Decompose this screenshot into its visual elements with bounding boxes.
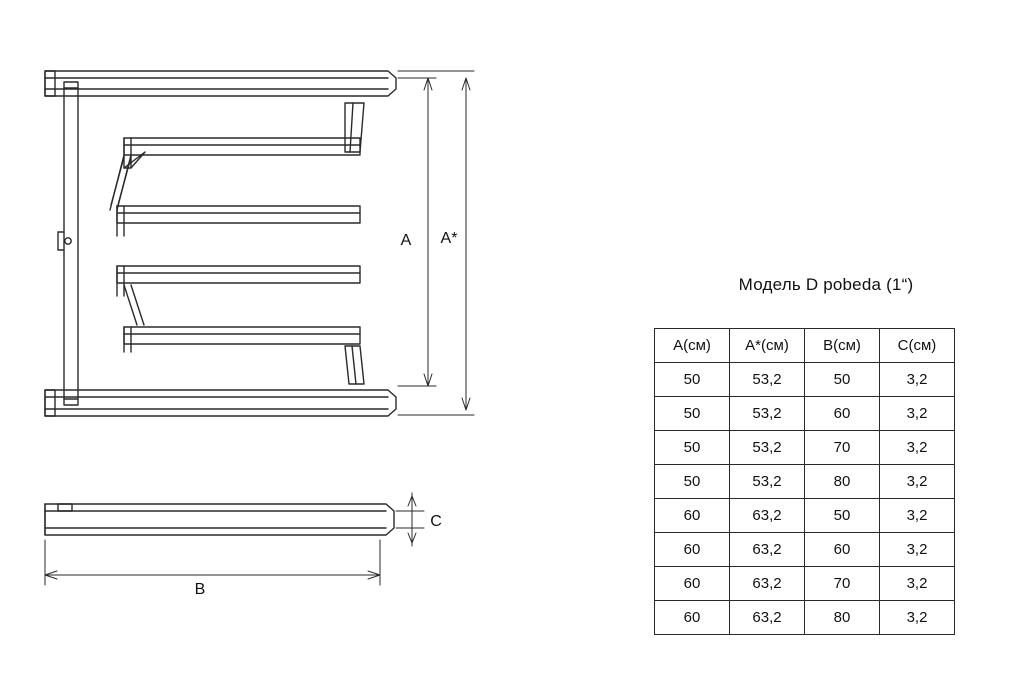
front-view-frame <box>45 71 396 416</box>
table-row <box>655 397 955 431</box>
dimension-b-label: B <box>194 581 206 598</box>
dimension-c <box>396 493 424 546</box>
table-row <box>655 533 955 567</box>
table-header-row <box>655 329 955 363</box>
column-header-a: A(см) <box>655 329 730 363</box>
cell-a-star: 63,2 <box>730 499 805 533</box>
dimension-c-label: C <box>430 513 442 530</box>
table-row <box>655 363 955 397</box>
cell-b: 80 <box>805 465 880 499</box>
cell-a-star: 63,2 <box>730 601 805 635</box>
cell-a: 50 <box>655 397 730 431</box>
dimension-b <box>45 540 380 585</box>
column-header-c: C(см) <box>880 329 955 363</box>
cell-a: 50 <box>655 431 730 465</box>
model-title: Модель D pobeda (1“) <box>738 275 914 294</box>
cell-c: 3,2 <box>880 567 955 601</box>
cell-c: 3,2 <box>880 431 955 465</box>
cell-b: 60 <box>805 397 880 431</box>
column-header-a-star: A*(см) <box>730 329 805 363</box>
front-view-rungs <box>117 138 360 352</box>
cell-b: 60 <box>805 533 880 567</box>
cell-a-star: 53,2 <box>730 431 805 465</box>
dimension-a-label: A <box>400 232 412 249</box>
cell-a-star: 63,2 <box>730 533 805 567</box>
cell-a-star: 53,2 <box>730 397 805 431</box>
cell-b: 80 <box>805 601 880 635</box>
cell-b: 50 <box>805 499 880 533</box>
specification-table <box>654 328 955 635</box>
cell-b: 70 <box>805 567 880 601</box>
cell-a: 50 <box>655 465 730 499</box>
cell-b: 50 <box>805 363 880 397</box>
table-row <box>655 499 955 533</box>
dimension-a-star-label: A* <box>440 230 458 247</box>
cell-c: 3,2 <box>880 499 955 533</box>
cell-c: 3,2 <box>880 363 955 397</box>
table-row <box>655 431 955 465</box>
cell-b: 70 <box>805 431 880 465</box>
cell-c: 3,2 <box>880 465 955 499</box>
cell-a: 60 <box>655 601 730 635</box>
cell-a: 60 <box>655 499 730 533</box>
table-row <box>655 465 955 499</box>
cell-c: 3,2 <box>880 397 955 431</box>
cell-a: 60 <box>655 533 730 567</box>
specification-panel <box>640 0 1012 696</box>
column-header-b: B(см) <box>805 329 880 363</box>
cell-c: 3,2 <box>880 601 955 635</box>
cell-a-star: 53,2 <box>730 363 805 397</box>
table-row <box>655 601 955 635</box>
cell-a: 50 <box>655 363 730 397</box>
table-row <box>655 567 955 601</box>
cell-a: 60 <box>655 567 730 601</box>
side-view <box>45 504 394 535</box>
cell-a-star: 63,2 <box>730 567 805 601</box>
cell-c: 3,2 <box>880 533 955 567</box>
cell-a-star: 53,2 <box>730 465 805 499</box>
